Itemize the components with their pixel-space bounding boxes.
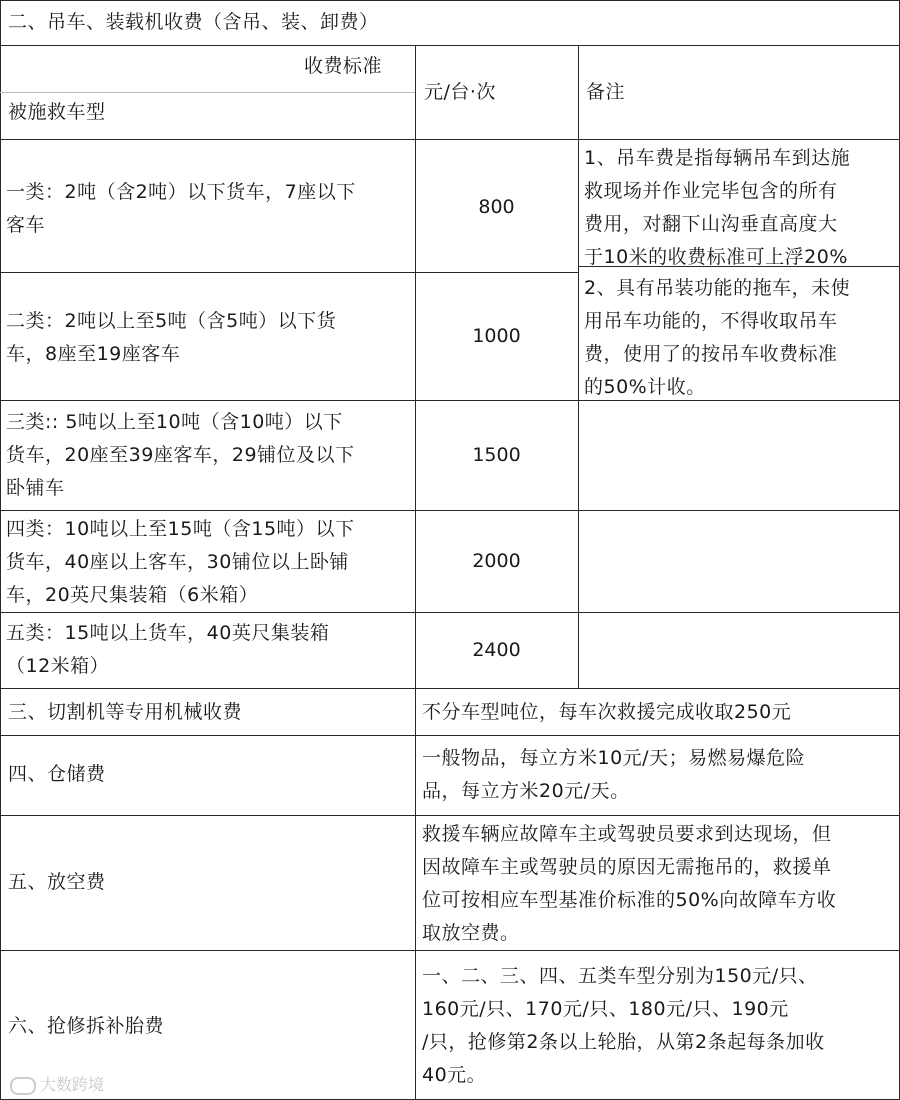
row-label-class4: 四类：10吨以上至15吨（含15吨）以下 货车，40座以上客车，30铺位以上卧铺 车，20英尺集装箱（6米箱） (6, 518, 355, 606)
section5-value: 救援车辆应故障车主或驾驶员要求到达现场，但 因故障车主或驾驶员的原因无需拖吊的，救援单 位可按相应车型基准价标准的50%向故障车方收 取放空费。 (422, 823, 837, 944)
header-fee-standard: 收费标准 (304, 55, 383, 77)
row-divider (0, 45, 900, 46)
row-price-class3: 1500 (472, 444, 521, 466)
col-divider (578, 45, 579, 688)
section5-label: 五、放空费 (8, 871, 106, 893)
row-divider (0, 688, 900, 689)
row-divider (0, 139, 900, 140)
row-price-class2: 1000 (472, 325, 521, 347)
watermark (10, 1072, 104, 1095)
row-label-class2: 二类：2吨以上至5吨（含5吨）以下货 车，8座至19座客车 (6, 310, 337, 365)
header-unit: 元/台·次 (424, 81, 496, 103)
row-divider (0, 612, 900, 613)
header-remark: 备注 (586, 81, 626, 103)
section3-value: 不分车型吨位，每车次救援完成收取250元 (422, 701, 792, 723)
row-divider (0, 510, 900, 511)
row-price-class1: 800 (478, 196, 515, 218)
section4-value: 一般物品，每立方米10元/天；易燃易爆危险 品，每立方米20元/天。 (422, 747, 806, 802)
watermark-logo-icon (10, 1077, 36, 1095)
row-divider (0, 272, 578, 273)
header-vehicle-type: 被施救车型 (8, 101, 106, 123)
row-label-class5: 五类：15吨以上货车，40英尺集装箱 （12米箱） (6, 622, 330, 677)
row-divider (0, 950, 900, 951)
section6-value: 一、二、三、四、五类车型分别为150元/只、 160元/只、170元/只、180元/只、190元 /只，抢修第2条以上轮胎，从第2条起每条加收 40元。 (422, 965, 825, 1086)
row-price-class5: 2400 (472, 639, 521, 661)
remark-note-1: 1、吊车费是指每辆吊车到达施 救现场并作业完毕包含的所有 费用，对翻下山沟垂直高度大 于10米的收费标准可上浮20% (584, 147, 851, 268)
section3-label: 三、切割机等专用机械收费 (8, 701, 243, 723)
col-divider (415, 688, 416, 1100)
section2-title: 二、吊车、装载机收费（含吊、装、卸费） (8, 11, 379, 33)
col-divider (415, 45, 416, 688)
watermark-text: 大数跨境 (40, 1075, 105, 1094)
row-divider (0, 735, 900, 736)
row-label-class1: 一类：2吨（含2吨）以下货车，7座以下 客车 (6, 181, 356, 236)
header-inner-line (0, 92, 415, 93)
remark-note-2: 2、具有吊装功能的拖车，未使 用吊车功能的，不得收取吊车 费，使用了的按吊车收费标准 的50%计收。 (584, 277, 851, 398)
row-price-class4: 2000 (472, 550, 521, 572)
section6-label: 六、抢修拆补胎费 (8, 1015, 165, 1037)
row-divider (0, 815, 900, 816)
row-label-class3: 三类:: 5吨以上至10吨（含10吨）以下 货车，20座至39座客车，29铺位及以下 卧铺车 (6, 411, 355, 499)
section4-label: 四、仓储费 (8, 763, 106, 785)
